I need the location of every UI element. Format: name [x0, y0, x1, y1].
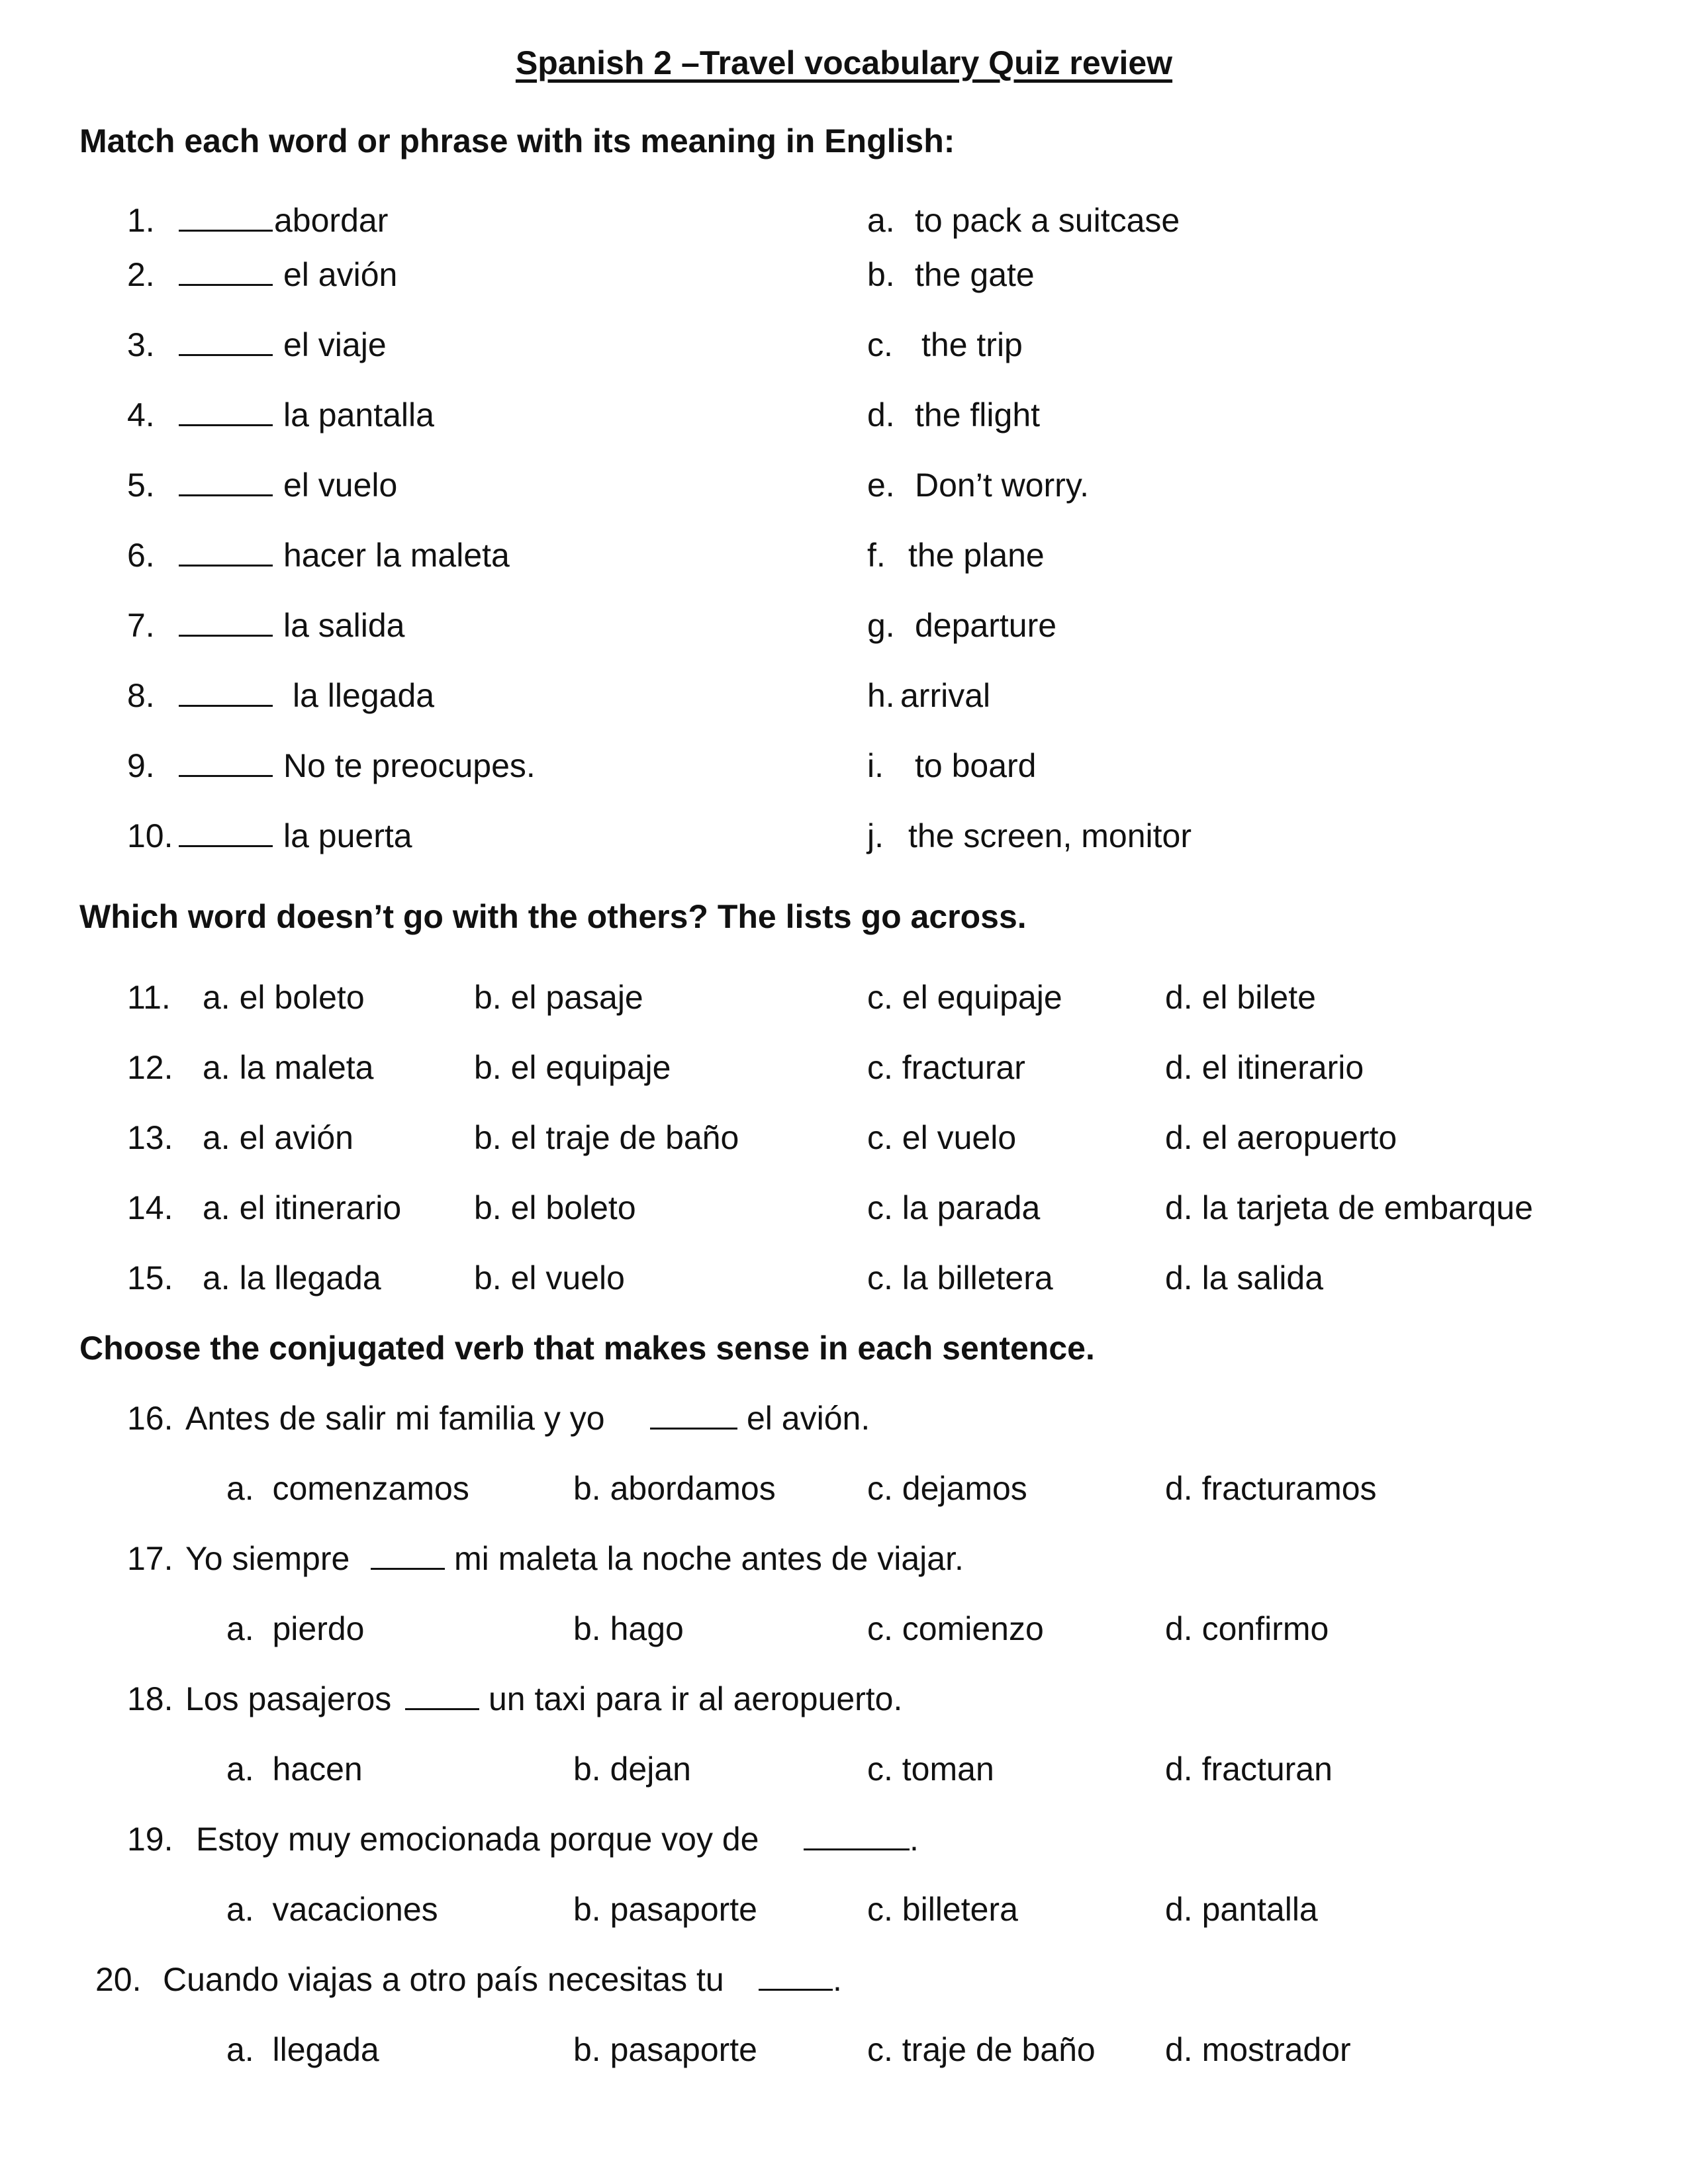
choice-letter: b.: [867, 256, 895, 293]
spanish-term: la salida: [283, 607, 405, 644]
item-number: 12.: [127, 1049, 173, 1086]
option-c[interactable]: c. el vuelo: [867, 1119, 1017, 1156]
english-meaning: to board: [915, 747, 1037, 784]
matching-row: [0, 536, 1688, 582]
option-b[interactable]: b. el equipaje: [474, 1049, 671, 1086]
option-d[interactable]: d. el aeropuerto: [1165, 1119, 1397, 1156]
english-meaning: the screen, monitor: [908, 817, 1192, 854]
item-number: 3.: [127, 326, 155, 363]
option-c[interactable]: c. la parada: [867, 1189, 1041, 1226]
item-number: 2.: [127, 256, 155, 293]
sentence-start: Cuando viajas a otro país necesitas tu: [163, 1961, 724, 1998]
spanish-term: la llegada: [293, 677, 435, 714]
answer-blank[interactable]: [179, 817, 273, 855]
english-meaning: arrival: [900, 677, 991, 714]
answer-choices: [0, 1610, 1688, 1656]
option-a[interactable]: a. la llegada: [203, 1259, 381, 1297]
option-b[interactable]: b. abordamos: [573, 1470, 776, 1507]
option-a[interactable]: a. vacaciones: [226, 1891, 438, 1928]
choice-letter: h.: [867, 677, 895, 714]
english-meaning: departure: [915, 607, 1057, 644]
option-a[interactable]: a. llegada: [226, 2031, 379, 2068]
spanish-term: No te preocupes.: [283, 747, 536, 784]
odd-one-out-row: [0, 1118, 1688, 1165]
answer-blank[interactable]: [179, 326, 273, 364]
question-sentence: [0, 1680, 1688, 1726]
choice-letter: d.: [867, 396, 895, 433]
option-c[interactable]: c. la billetera: [867, 1259, 1053, 1297]
odd-one-out-row: [0, 1259, 1688, 1305]
matching-row: [0, 747, 1688, 793]
option-c[interactable]: c. dejamos: [867, 1470, 1027, 1507]
answer-blank[interactable]: [179, 466, 273, 504]
item-number: 5.: [127, 467, 155, 504]
option-b[interactable]: b. hago: [573, 1610, 684, 1647]
page-title: Spanish 2 –Travel vocabulary Quiz review: [515, 44, 1173, 81]
option-c[interactable]: c. toman: [867, 1751, 994, 1788]
english-meaning: Don’t worry.: [915, 467, 1090, 504]
english-meaning: to pack a suitcase: [915, 202, 1180, 239]
sentence-end: el avión.: [747, 1400, 870, 1437]
option-a[interactable]: a. pierdo: [226, 1610, 365, 1647]
option-a[interactable]: a. el boleto: [203, 979, 365, 1016]
option-d[interactable]: d. pantalla: [1165, 1891, 1318, 1928]
answer-blank[interactable]: [179, 536, 273, 574]
spanish-term: la pantalla: [283, 396, 434, 433]
answer-choices: [0, 1750, 1688, 1796]
item-number: 14.: [127, 1189, 173, 1226]
question-number: 20.: [95, 1961, 142, 1998]
item-number: 13.: [127, 1119, 173, 1156]
choice-letter: e.: [867, 467, 895, 504]
matching-row: [0, 201, 1688, 248]
option-c[interactable]: c. traje de baño: [867, 2031, 1096, 2068]
option-b[interactable]: b. pasaporte: [573, 2031, 757, 2068]
option-d[interactable]: d. el bilete: [1165, 979, 1316, 1016]
sentence-end: .: [910, 1821, 919, 1858]
option-b[interactable]: b. el traje de baño: [474, 1119, 739, 1156]
choice-letter: g.: [867, 607, 895, 644]
option-b[interactable]: b. el pasaje: [474, 979, 643, 1016]
english-meaning: the plane: [908, 537, 1045, 574]
answer-blank[interactable]: [179, 747, 273, 785]
answer-choices: [0, 1469, 1688, 1516]
option-d[interactable]: d. fracturamos: [1165, 1470, 1377, 1507]
english-meaning: the trip: [921, 326, 1023, 363]
spanish-term: el viaje: [283, 326, 387, 363]
matching-row: [0, 817, 1688, 863]
option-d[interactable]: d. confirmo: [1165, 1610, 1329, 1647]
item-number: 6.: [127, 537, 155, 574]
question-sentence: [0, 1399, 1688, 1445]
question-number: 17.: [127, 1540, 173, 1577]
item-number: 1.: [127, 202, 155, 239]
answer-blank[interactable]: [179, 676, 273, 715]
answer-blank[interactable]: [804, 1820, 910, 1858]
choice-letter: a.: [867, 202, 895, 239]
spanish-term: hacer la maleta: [283, 537, 510, 574]
option-a[interactable]: a. el avión: [203, 1119, 353, 1156]
section-heading-conjugation: Choose the conjugated verb that makes sense in each sentence.: [79, 1330, 1095, 1367]
question-sentence: [0, 1539, 1688, 1586]
answer-blank[interactable]: [405, 1680, 479, 1718]
option-c[interactable]: c. fracturar: [867, 1049, 1025, 1086]
spanish-term: la puerta: [283, 817, 412, 854]
sentence-start: Los pasajeros: [185, 1680, 392, 1717]
question-sentence: [0, 1960, 1688, 2007]
matching-row: [0, 606, 1688, 653]
sentence-end: un taxi para ir al aeropuerto.: [489, 1680, 903, 1717]
sentence-end: mi maleta la noche antes de viajar.: [454, 1540, 964, 1577]
item-number: 9.: [127, 747, 155, 784]
option-a[interactable]: a. comenzamos: [226, 1470, 469, 1507]
section-heading-odd-one-out: Which word doesn’t go with the others? The lists go across.: [79, 898, 1027, 935]
option-d[interactable]: d. el itinerario: [1165, 1049, 1364, 1086]
option-a[interactable]: a. la maleta: [203, 1049, 374, 1086]
item-number: 8.: [127, 677, 155, 714]
odd-one-out-row: [0, 1189, 1688, 1235]
item-number: 7.: [127, 607, 155, 644]
option-d[interactable]: d. fracturan: [1165, 1751, 1333, 1788]
option-c[interactable]: c. el equipaje: [867, 979, 1062, 1016]
item-number: 11.: [127, 979, 171, 1016]
answer-blank[interactable]: [179, 396, 273, 434]
question-number: 18.: [127, 1680, 173, 1717]
option-d[interactable]: d. la salida: [1165, 1259, 1324, 1297]
sentence-start: Antes de salir mi familia y yo: [185, 1400, 605, 1437]
option-a[interactable]: a. el itinerario: [203, 1189, 402, 1226]
answer-choices: [0, 2030, 1688, 2077]
answer-blank[interactable]: [179, 606, 273, 645]
question-number: 16.: [127, 1400, 173, 1437]
answer-choices: [0, 1890, 1688, 1936]
sentence-start: Estoy muy emocionada porque voy de: [196, 1821, 759, 1858]
sentence-start: Yo siempre: [185, 1540, 350, 1577]
section-heading-matching: Match each word or phrase with its meaning in English:: [79, 122, 955, 159]
answer-blank[interactable]: [179, 255, 273, 294]
item-number: 4.: [127, 396, 155, 433]
answer-blank[interactable]: [759, 1960, 833, 1999]
answer-blank[interactable]: [179, 201, 273, 240]
english-meaning: the gate: [915, 256, 1035, 293]
option-b[interactable]: b. pasaporte: [573, 1891, 757, 1928]
choice-letter: j.: [867, 817, 884, 854]
item-number: 15.: [127, 1259, 173, 1297]
choice-letter: f.: [867, 537, 886, 574]
sentence-end: .: [833, 1961, 842, 1998]
matching-row: [0, 396, 1688, 442]
matching-row: [0, 676, 1688, 723]
english-meaning: the flight: [915, 396, 1041, 433]
option-c[interactable]: c. billetera: [867, 1891, 1018, 1928]
option-c[interactable]: c. comienzo: [867, 1610, 1044, 1647]
spanish-term: abordar: [274, 202, 389, 239]
odd-one-out-row: [0, 1048, 1688, 1095]
matching-row: [0, 255, 1688, 302]
odd-one-out-row: [0, 978, 1688, 1024]
item-number: 10.: [127, 817, 173, 854]
option-d[interactable]: d. mostrador: [1165, 2031, 1351, 2068]
option-d[interactable]: d. la tarjeta de embarque: [1165, 1189, 1533, 1226]
choice-letter: i.: [867, 747, 884, 784]
option-b[interactable]: b. el boleto: [474, 1189, 636, 1226]
question-number: 19.: [127, 1821, 173, 1858]
question-sentence: [0, 1820, 1688, 1866]
option-a[interactable]: a. hacen: [226, 1751, 363, 1788]
matching-row: [0, 466, 1688, 512]
answer-blank[interactable]: [650, 1399, 737, 1437]
option-b[interactable]: b. dejan: [573, 1751, 691, 1788]
spanish-term: el vuelo: [283, 467, 398, 504]
spanish-term: el avión: [283, 256, 398, 293]
answer-blank[interactable]: [371, 1539, 445, 1578]
choice-letter: c.: [867, 326, 893, 363]
option-b[interactable]: b. el vuelo: [474, 1259, 625, 1297]
matching-row: [0, 326, 1688, 372]
